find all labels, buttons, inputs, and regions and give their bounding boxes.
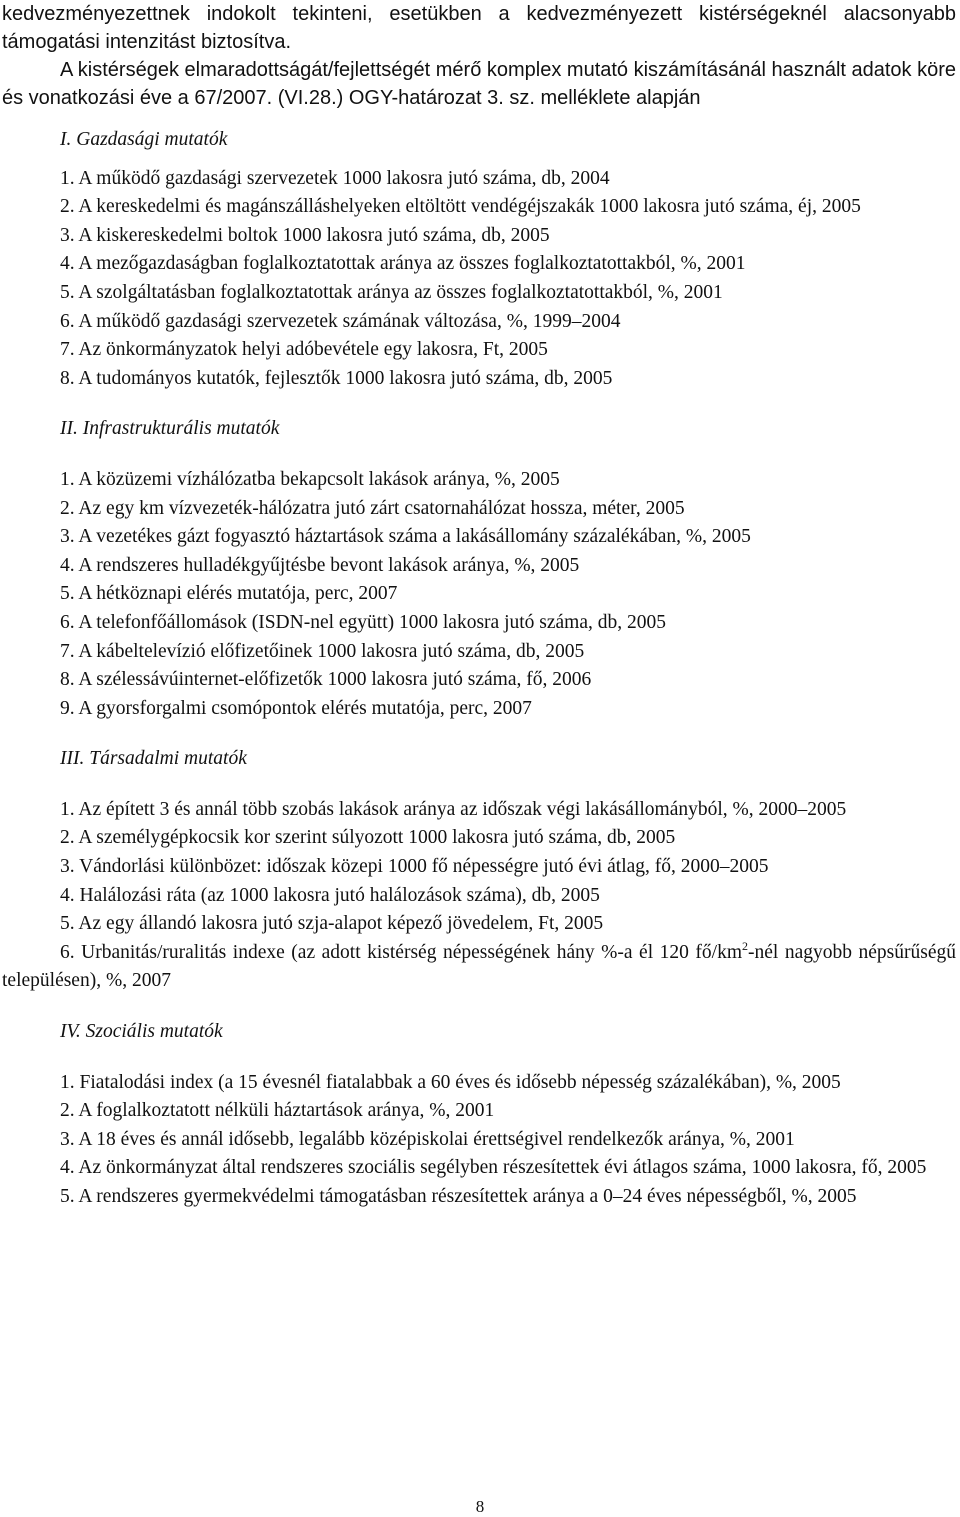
list-item: 5. A rendszeres gyermekvédelmi támogatásban részesítettek aránya a 0–24 éves népességből, %, 2005 xyxy=(60,1186,857,1207)
list-item: 5. A hétköznapi elérés mutatója, perc, 2007 xyxy=(60,583,398,605)
list-item: 3. A 18 éves és annál idősebb, legalább középiskolai érettségivel rendelkezők aránya, %, 2001 xyxy=(60,1128,795,1150)
list-item: 1. A működő gazdasági szervezetek 1000 lakosra jutó száma, db, 2004 xyxy=(60,167,610,189)
list-item: 2. A személygépkocsik kor szerint súlyozott 1000 lakosra jutó száma, db, 2005 xyxy=(60,827,676,849)
list-item: 2. A foglalkoztatott nélküli háztartások aránya, %, 2001 xyxy=(60,1100,495,1122)
intro-line-2: A kistérségek elmaradottságát/fejlettségét mérő komplex mutató kiszámításánál használt adatok köre és vonatkozási éve a 67/2007. (VI.28.) OGY-határozat 3. sz. melléklete alapján xyxy=(2,59,957,109)
list-item: 3. Vándorlási különbözet: időszak közepi 1000 fő népességre jutó évi átlag, fő, 2000–2005 xyxy=(60,856,769,878)
list-item: 2. Az egy km vízvezeték-hálózatra jutó zárt csatornahálózat hossza, méter, 2005 xyxy=(60,497,685,519)
list-item: 8. A tudományos kutatók, fejlesztők 1000 lakosra jutó száma, db, 2005 xyxy=(60,367,613,389)
list-item: 1. A közüzemi vízhálózatba bekapcsolt lakások aránya, %, 2005 xyxy=(60,468,560,490)
list-item: 5. A szolgáltatásban foglalkoztatottak aránya az összes foglalkoztatottakból, %, 2001 xyxy=(60,281,723,303)
list-item: 3. A kiskereskedelmi boltok 1000 lakosra jutó száma, db, 2005 xyxy=(60,224,550,246)
list-item: 4. A rendszeres hulladékgyűjtésbe bevont lakások aránya, %, 2005 xyxy=(60,554,580,576)
list-item-text: 6. Urbanitás/ruralitás indexe (az adott kistérség népességének hány %-a él 120 fő/km xyxy=(60,941,742,963)
section-heading-welfare: IV. Szociális mutatók xyxy=(60,1021,223,1043)
section-heading-social-structure: III. Társadalmi mutatók xyxy=(60,748,247,770)
list-item: 4. A mezőgazdaságban foglalkoztatottak aránya az összes foglalkoztatottakból, %, 2001 xyxy=(60,253,746,275)
intro-paragraph xyxy=(0,0,960,112)
list-item: 6. A működő gazdasági szervezetek számának változása, %, 1999–2004 xyxy=(60,310,621,332)
superscript: 2 xyxy=(742,938,748,953)
list-item: 2. A kereskedelmi és magánszálláshelyeken eltöltött vendégéjszakák 1000 lakosra jutó száma, éj, 2005 xyxy=(60,196,861,218)
section-heading-economic: I. Gazdasági mutatók xyxy=(60,129,228,150)
indicator-list xyxy=(0,112,960,1212)
list-item: 1. Fiatalodási index (a 15 évesnél fiatalabbak a 60 éves és idősebb népesség százalékában), %, 2005 xyxy=(60,1071,841,1093)
list-item: 9. A gyorsforgalmi csomópontok elérés mutatója, perc, 2007 xyxy=(60,697,532,719)
list-item-text: -nél nagyobb népsűrűségű településen), %, 2007 xyxy=(2,941,957,992)
list-item xyxy=(2,939,956,996)
list-item: 3. A vezetékes gázt fogyasztó háztartások száma a lakásállomány százalékában, %, 2005 xyxy=(60,526,751,548)
page-number: 8 xyxy=(475,1497,485,1516)
list-item: 6. A telefonfőállomások (ISDN-nel együtt) 1000 lakosra jutó száma, db, 2005 xyxy=(60,611,667,633)
list-item: 7. A kábeltelevízió előfizetőinek 1000 lakosra jutó száma, db, 2005 xyxy=(60,640,585,662)
section-heading-infrastructure: II. Infrastrukturális mutatók xyxy=(60,418,280,440)
intro-line-1: kedvezményezettnek indokolt tekinteni, esetükben a kedvezményezett kistérségeknél alacsonyabb támogatási intenzitást biztosítva. xyxy=(2,3,956,53)
list-item: 4. Az önkormányzat által rendszeres szociális segélyben részesítettek évi átlagos száma, 1000 lakosra, fő, 2005 xyxy=(60,1157,927,1179)
list-item: 8. A szélessávúinternet-előfizetők 1000 lakosra jutó száma, fő, 2006 xyxy=(60,669,592,691)
list-item: 5. Az egy állandó lakosra jutó szja-alapot képező jövedelem, Ft, 2005 xyxy=(60,913,604,935)
list-item: 7. Az önkormányzatok helyi adóbevétele egy lakosra, Ft, 2005 xyxy=(60,339,548,361)
list-item: 4. Halálozási ráta (az 1000 lakosra jutó halálozások száma), db, 2005 xyxy=(60,884,600,906)
list-item: 1. Az épített 3 és annál több szobás lakások aránya az időszak végi lakásállományból, %, 2000–2005 xyxy=(60,798,847,820)
